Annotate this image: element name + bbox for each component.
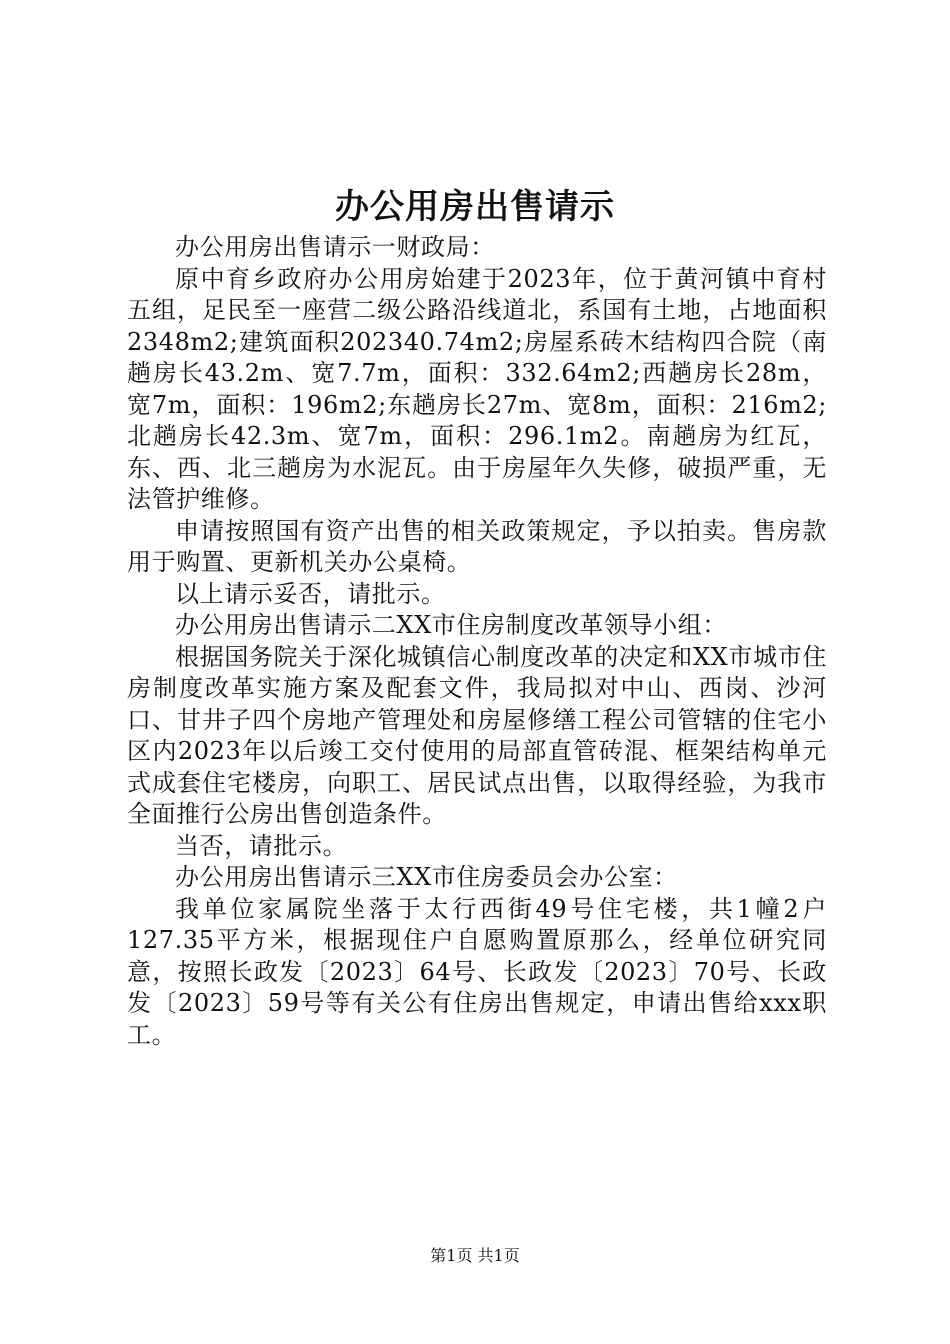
document-body [127, 232, 827, 1051]
paragraph-auction-request: 申请按照国有资产出售的相关政策规定，予以拍卖。售房款用于购置、更新机关办公桌椅。 [127, 516, 827, 576]
paragraph-building-description: 原中育乡政府办公用房始建于2023年，位于黄河镇中育村五组，足民至一座营二级公路沿线道北，系国有土地，占地面积2348m2;建筑面积202340.74m2;房屋系砖木结构四合院（南趟房长43.2m、宽7.7m，面积：332.64m2;西趟房长28m，宽7m，面积：196m2;东趟房长27m、宽8m，面积：216m2;北趟房长42.3m、宽7m，面积：296.1m2。南趟房为红瓦，东、西、北三趟房为水泥瓦。由于房屋年久失修，破损严重，无法管护维修。 [127, 264, 827, 513]
paragraph-recipient-3: 办公用房出售请示三XX市住房委员会办公室： [175, 863, 678, 891]
paragraph-housing-reform: 根据国务院关于深化城镇信心制度改革的决定和XX市城市住房制度改革实施方案及配套文件，我局拟对中山、西岗、沙河口、甘井子四个房地产管理处和房屋修缮工程公司管辖的住宅小区内2023年以后竣工交付使用的局部直管砖混、框架结构单元式成套住宅楼房，向职工、居民试点出售，以取得经验，为我市全面推行公房出售创造条件。 [127, 642, 827, 828]
document-title: 办公用房出售请示 [335, 187, 615, 227]
paragraph-closing-2: 当否，请批示。 [175, 831, 348, 860]
paragraph-recipient-2: 办公用房出售请示二XX市住房制度改革领导小组： [175, 611, 727, 639]
paragraph-sale-request: 我单位家属院坐落于太行西街49号住宅楼，共1幢2户127.35平方米，根据现住户自愿购置原那么，经单位研究同意，按照长政发〔2023〕64号、长政发〔2023〕70号、长政发〔2023〕59号等有关公有住房出售规定，申请出售给xxx职工。 [127, 894, 827, 1049]
paragraph-recipient-1: 办公用房出售请示一财政局： [175, 233, 495, 261]
page-number: 第1页 共1页 [430, 1246, 520, 1265]
paragraph-closing-1: 以上请示妥否，请批示。 [175, 579, 446, 608]
